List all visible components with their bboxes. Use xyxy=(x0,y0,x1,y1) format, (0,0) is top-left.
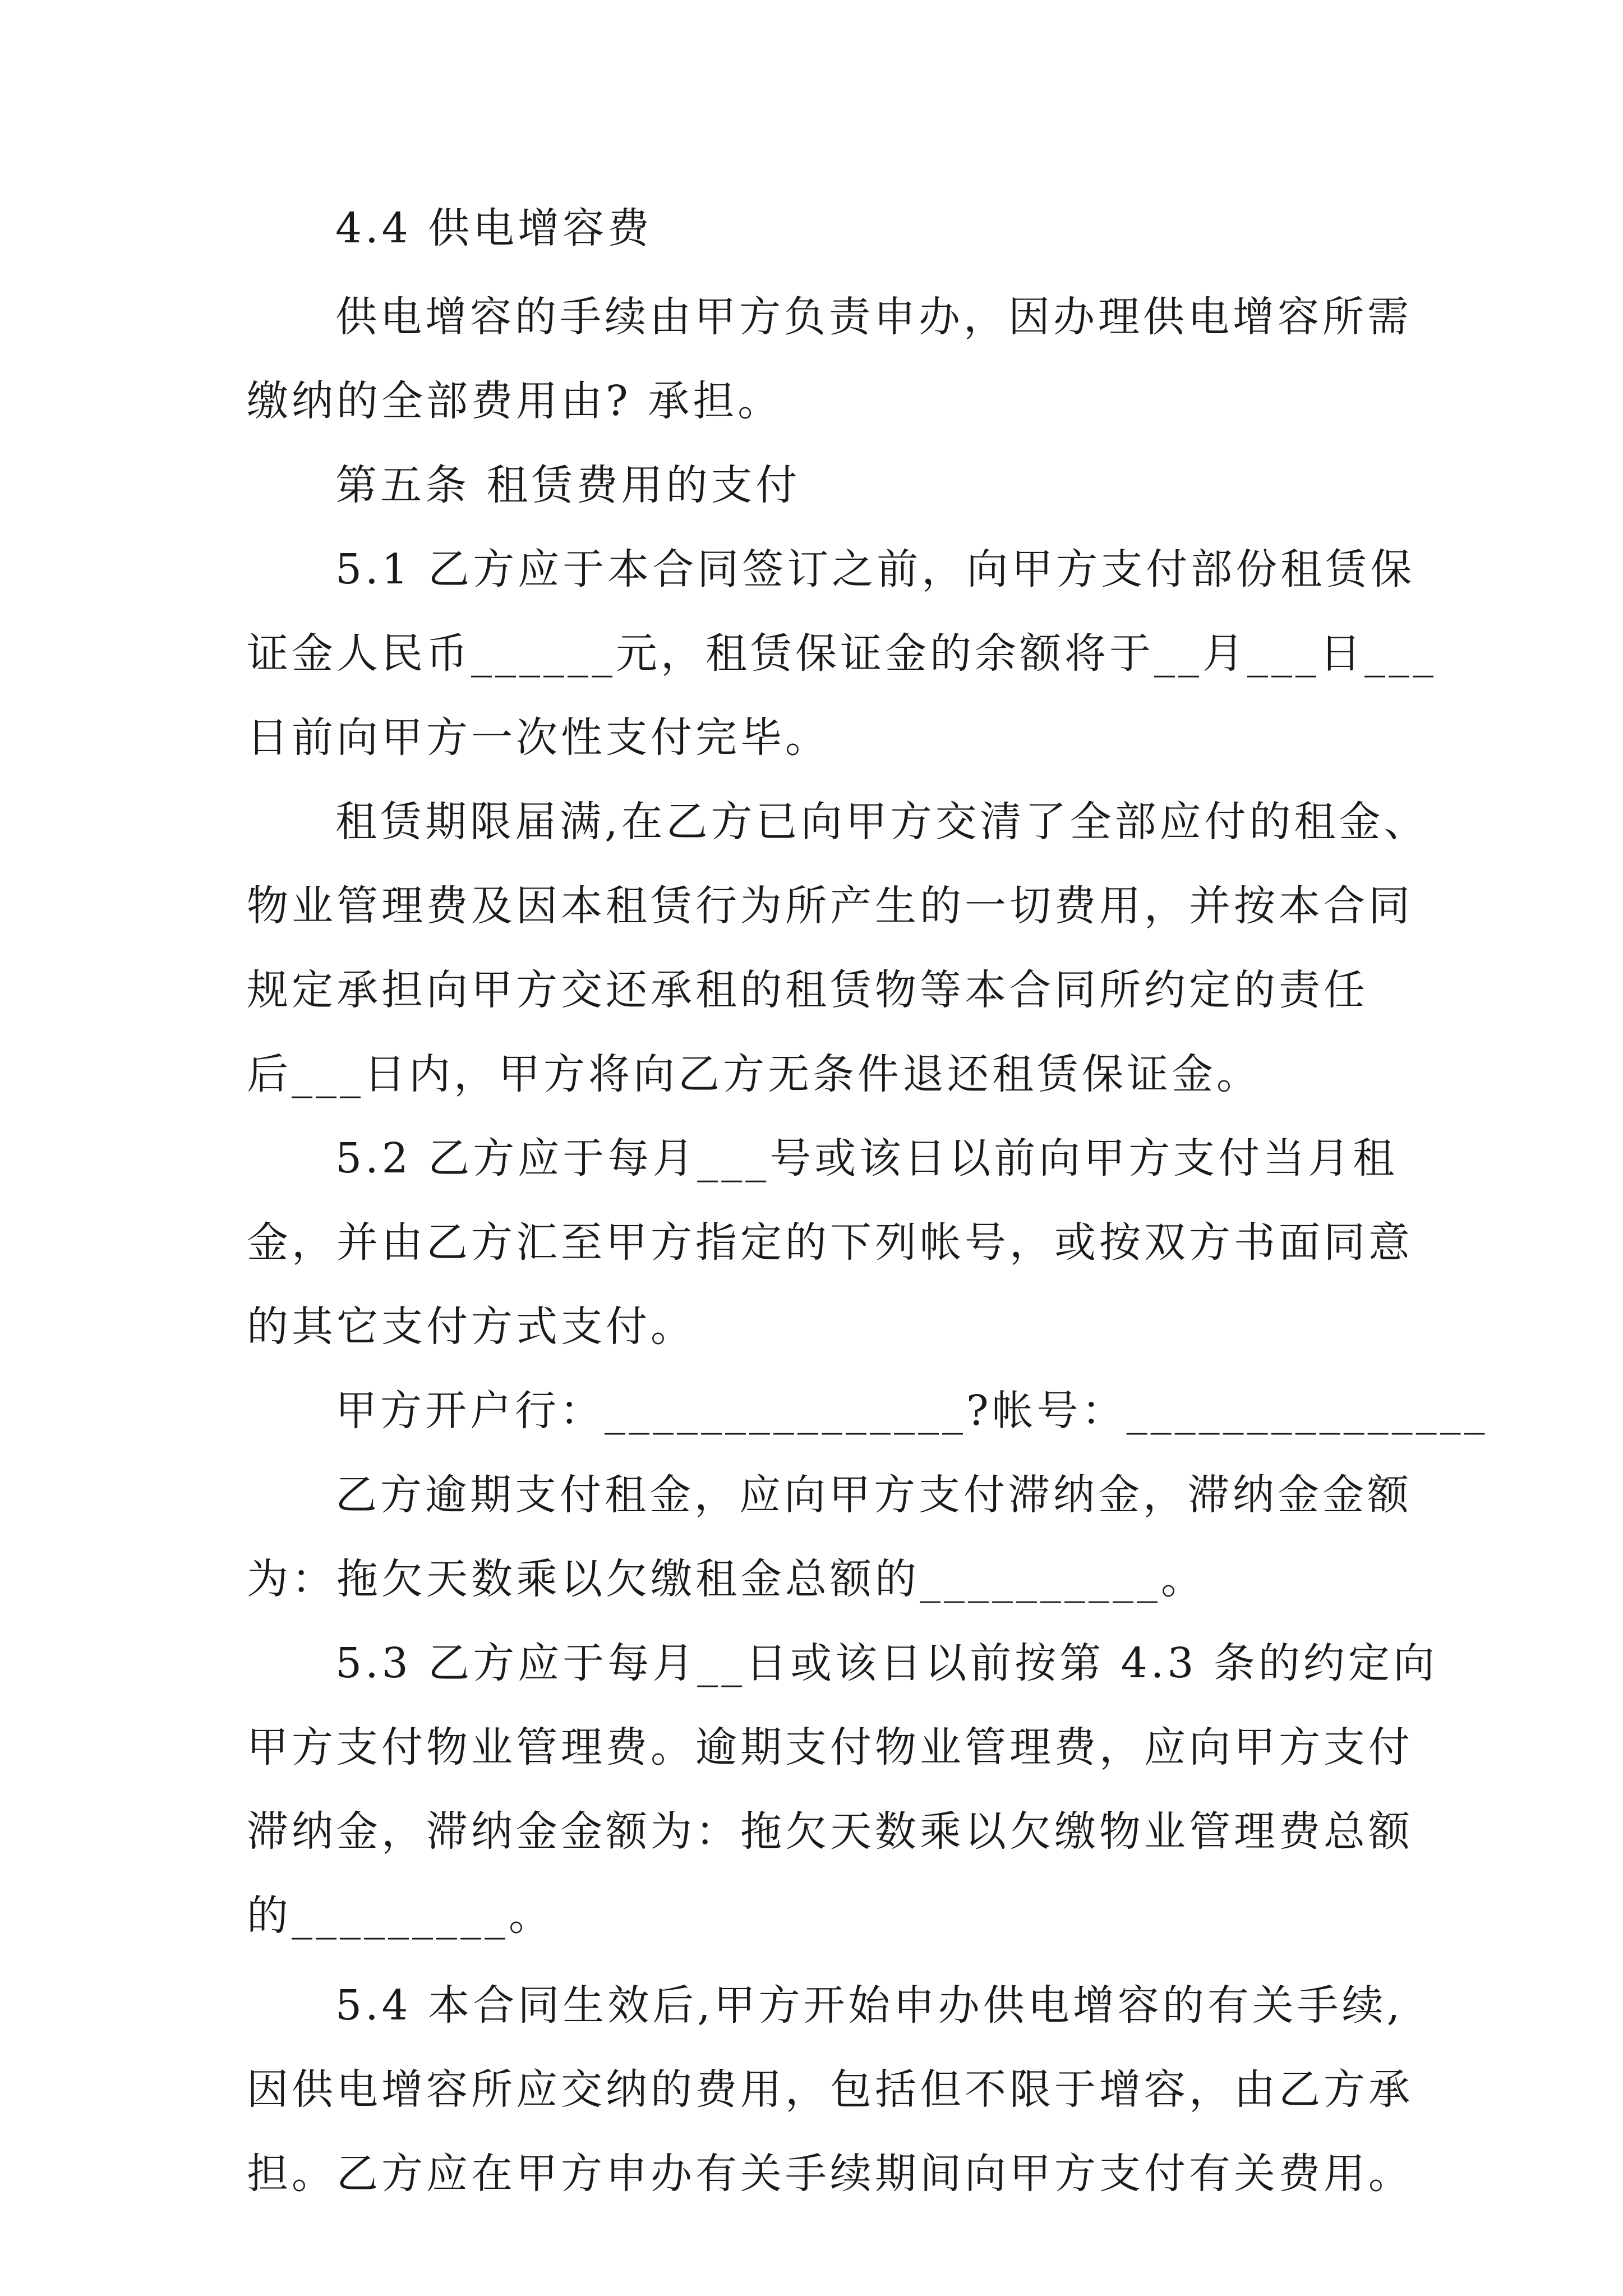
paragraph-line: 5.4 本合同生效后,甲方开始申办供电增容的有关手续, xyxy=(335,1981,1404,2030)
bank-account-line: 甲方开户行：_______________?帐号：_______________ xyxy=(335,1387,1488,1435)
paragraph-line: 租赁期限届满,在乙方已向甲方交清了全部应付的租金、 xyxy=(335,798,1429,846)
paragraph-line: 担。乙方应在甲方申办有关手续期间向甲方支付有关费用。 xyxy=(247,2150,1413,2198)
paragraph-line: 5.3 乙方应于每月__日或该日以前按第 4.3 条的约定向 xyxy=(335,1639,1438,1687)
paragraph-line: 证金人民币______元，租赁保证金的余额将于__月___日___ xyxy=(247,629,1437,678)
paragraph-line: 乙方逾期支付租金，应向甲方支付滞纳金，滞纳金金额 xyxy=(335,1471,1412,1519)
paragraph-line: 因供电增容所应交纳的费用，包括但不限于增容，由乙方承 xyxy=(247,2065,1413,2114)
heading-4-4: 4.4 供电增容费 xyxy=(335,204,653,252)
paragraph-line: 滞纳金，滞纳金金额为：拖欠天数乘以欠缴物业管理费总额 xyxy=(247,1807,1413,1856)
paragraph-line: 金，并由乙方汇至甲方指定的下列帐号，或按双方书面同意 xyxy=(247,1218,1413,1267)
paragraph-line: 甲方支付物业管理费。逾期支付物业管理费，应向甲方支付 xyxy=(247,1723,1413,1772)
paragraph-line: 规定承担向甲方交还承租的租赁物等本合同所约定的责任 xyxy=(247,966,1368,1014)
paragraph-line: 为：拖欠天数乘以欠缴租金总额的__________。 xyxy=(247,1555,1206,1603)
paragraph-line: 后___日内，甲方将向乙方无条件退还租赁保证金。 xyxy=(247,1050,1261,1098)
paragraph-line: 5.1 乙方应于本合同签订之前，向甲方支付部份租赁保 xyxy=(335,545,1415,593)
paragraph-line: 供电增容的手续由甲方负责申办，因办理供电增容所需 xyxy=(335,293,1412,341)
paragraph-line: 物业管理费及因本租赁行为所产生的一切费用，并按本合同 xyxy=(247,882,1413,930)
paragraph-line: 5.2 乙方应于每月___号或该日以前向甲方支付当月租 xyxy=(335,1134,1398,1182)
paragraph-line: 的_________。 xyxy=(247,1892,554,1940)
paragraph-line: 缴纳的全部费用由? 承担。 xyxy=(247,377,783,425)
paragraph-line: 的其它支付方式支付。 xyxy=(247,1303,695,1351)
heading-article-5: 第五条 租赁费用的支付 xyxy=(335,461,801,509)
paragraph-line: 日前向甲方一次性支付完毕。 xyxy=(247,714,830,762)
